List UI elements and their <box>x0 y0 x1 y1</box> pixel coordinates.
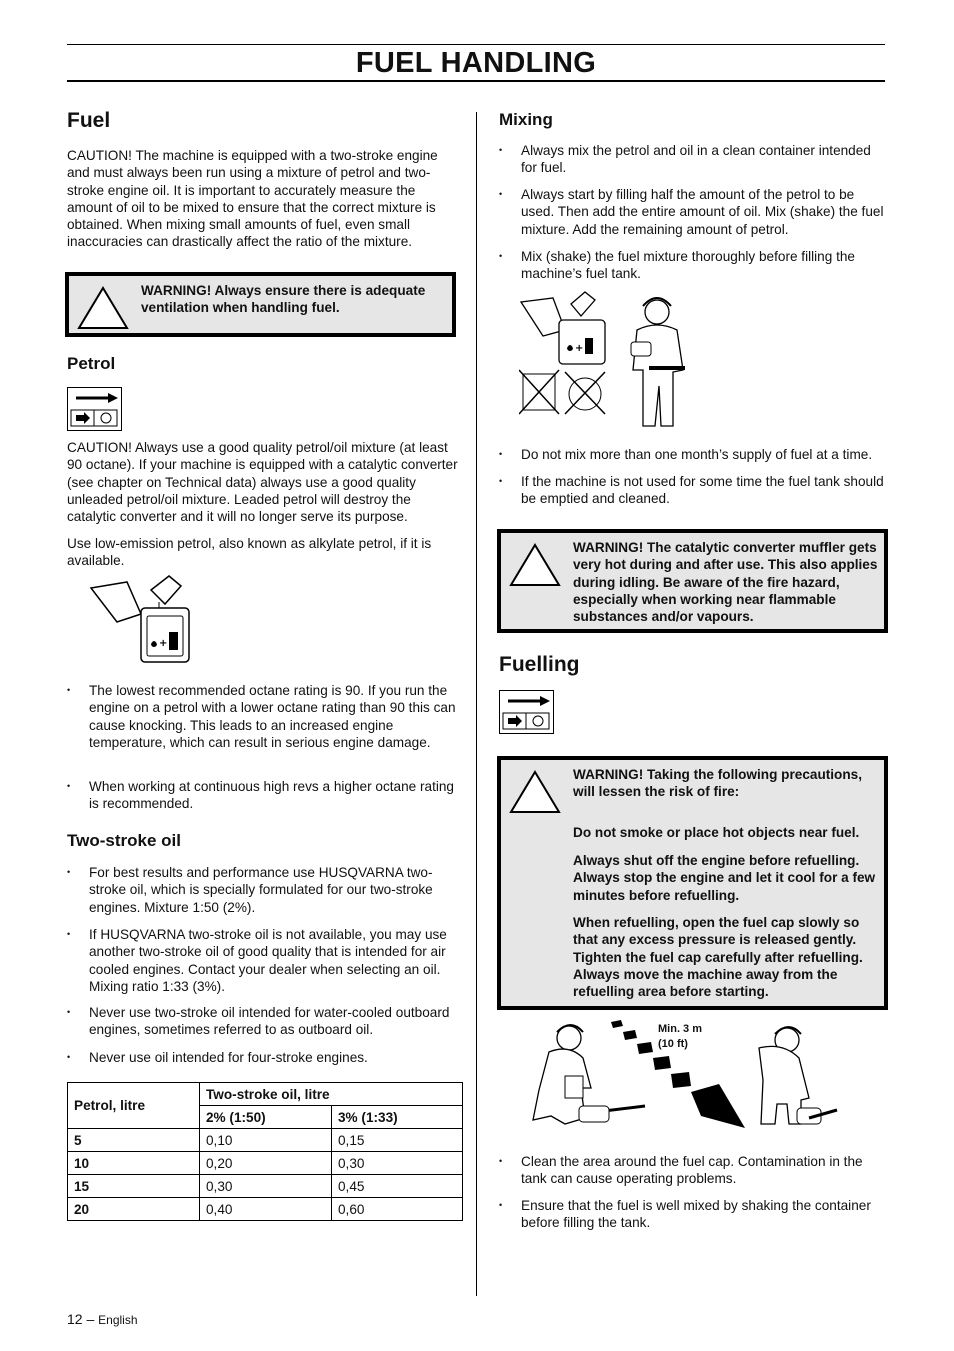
table-cell: 0,20 <box>200 1152 332 1175</box>
table-row <box>68 1175 463 1198</box>
list-item: • If HUSQVARNA two-stroke oil is not available, you may use another two-stroke oil of good quality that is intended for air cooled engines. Contact your dealer when selecting an oil. Mixing ratio 1:33 (3%). <box>67 926 459 995</box>
list-item: • If the machine is not used for some time the fuel tank should be emptied and cleaned. <box>499 473 885 508</box>
warning-triangle-icon <box>507 768 563 816</box>
list-item: • The lowest recommended octane rating is 90. If you run the engine on a petrol with a lower octane rating than 90 this can cause knocking. This leads to an increased engine temperature, which can result in serious engine damage. <box>67 682 459 751</box>
fuel-heading: Fuel <box>67 109 111 132</box>
list-item: • Mix (shake) the fuel mixture thoroughly before filling the machine’s fuel tank. <box>499 248 885 283</box>
svg-text:+: + <box>575 343 584 354</box>
warning-text: When refuelling, open the fuel cap slowly so that any excess pressure is released gently. Tighten the fuel cap carefully after refuelling. Always move the machine away from the refuelling area before starting. <box>573 915 863 1000</box>
table-header: 2% (1:50) <box>200 1106 332 1129</box>
column-divider <box>476 112 477 1296</box>
warning-text: Always shut off the engine before refuelling. Always stop the engine and let it cool for a few minutes before refuelling. <box>573 853 876 903</box>
low-emission-text: Use low-emission petrol, also known as alkylate petrol, if it is available. <box>67 536 432 569</box>
table-cell: 0,30 <box>200 1175 332 1198</box>
fuelling-heading: Fuelling <box>499 653 580 676</box>
warning-box-catalytic <box>497 529 888 633</box>
warning-text: WARNING! Always ensure there is adequate ventilation when handling fuel. <box>141 283 426 316</box>
fuel-mixing-illustration <box>519 290 699 430</box>
page-footer <box>67 1311 138 1327</box>
list-item: • Do not mix more than one month’s supply of fuel at a time. <box>499 446 887 463</box>
table-row <box>68 1129 463 1152</box>
warning-text: WARNING! Taking the following precautions, will lessen the risk of fire: <box>573 767 862 800</box>
table-header: 3% (1:33) <box>332 1106 463 1129</box>
table-cell: 10 <box>68 1152 200 1175</box>
table-cell: 0,15 <box>332 1129 463 1152</box>
two-stroke-oil-heading: Two-stroke oil <box>67 831 181 850</box>
table-cell: 15 <box>68 1175 200 1198</box>
table-cell: 5 <box>68 1129 200 1152</box>
list-item: • Never use two-stroke oil intended for water-cooled outboard engines, sometimes referred to as outboard oil. <box>67 1004 459 1039</box>
manual-reference-icon <box>499 690 554 734</box>
petrol-heading: Petrol <box>67 354 116 373</box>
footer-language: English <box>98 1313 138 1327</box>
distance-label: (10 ft) <box>658 1038 688 1050</box>
manual-reference-icon <box>67 387 122 431</box>
fuel-caution-text: CAUTION! The machine is equipped with a two-stroke engine and must always been run using a mixture of petrol and two-stroke engine oil. It is important to accurately measure the amount of oil to be mixed to ensure that the correct mixture is obtained. When mixing small amounts of fuel, even small inaccuracies can drastically affect the ratio of the mixture. <box>67 148 438 250</box>
list-item: • For best results and performance use HUSQVARNA two-stroke oil, which is specially formulated for our two-stroke engines. Mixture 1:50 (2%). <box>67 864 459 916</box>
warning-triangle-icon <box>75 284 131 332</box>
list-item: • Never use oil intended for four-stroke engines. <box>67 1049 459 1066</box>
list-item: • Clean the area around the fuel cap. Contamination in the tank can cause operating problems. <box>499 1153 885 1188</box>
list-item: • When working at continuous high revs a higher octane rating is recommended. <box>67 778 459 813</box>
svg-text:+: + <box>159 638 168 649</box>
table-row <box>68 1152 463 1175</box>
table-header: Petrol, litre <box>68 1083 200 1129</box>
table-cell: 20 <box>68 1198 200 1221</box>
warning-box-fire-risk <box>497 756 888 1010</box>
table-header: Two-stroke oil, litre <box>200 1083 463 1106</box>
table-row <box>68 1198 463 1221</box>
table-cell: 0,10 <box>200 1129 332 1152</box>
mixing-ratio-table <box>67 1082 463 1221</box>
list-item: • Ensure that the fuel is well mixed by shaking the container before filling the tank. <box>499 1197 885 1232</box>
list-item: • Always start by filling half the amount of the petrol to be used. Then add the entire amount of oil. Mix (shake) the fuel mixture. Add the remaining amount of petrol. <box>499 186 885 238</box>
table-cell: 0,60 <box>332 1198 463 1221</box>
table-cell: 0,45 <box>332 1175 463 1198</box>
warning-text: Do not smoke or place hot objects near fuel. <box>573 825 860 840</box>
warning-triangle-icon <box>507 541 563 589</box>
warning-box-ventilation <box>65 272 456 337</box>
distance-label: Min. 3 m <box>658 1023 703 1035</box>
page-title: FUEL HANDLING <box>67 45 885 82</box>
mixing-heading: Mixing <box>499 110 553 129</box>
table-cell: 0,40 <box>200 1198 332 1221</box>
fuel-can-pouring-illustration <box>89 574 199 666</box>
petrol-caution-text: CAUTION! Always use a good quality petrol/oil mixture (at least 90 octane). If your machine is equipped with a catalytic converter (see chapter on Technical data) always use a good quality unleaded petrol/oil mixture. Leaded petrol will destroy the catalytic converter and it will no longer serve its purpose. <box>67 440 458 525</box>
page-number: 12 – <box>67 1311 95 1327</box>
warning-text: WARNING! The catalytic converter muffler gets very hot during and after use. This also applies during idling. Be aware of the fire hazard, especially when working near flammable substances and/or vapours. <box>573 540 878 625</box>
table-cell: 0,30 <box>332 1152 463 1175</box>
list-item: • Always mix the petrol and oil in a clean container intended for fuel. <box>499 142 885 177</box>
